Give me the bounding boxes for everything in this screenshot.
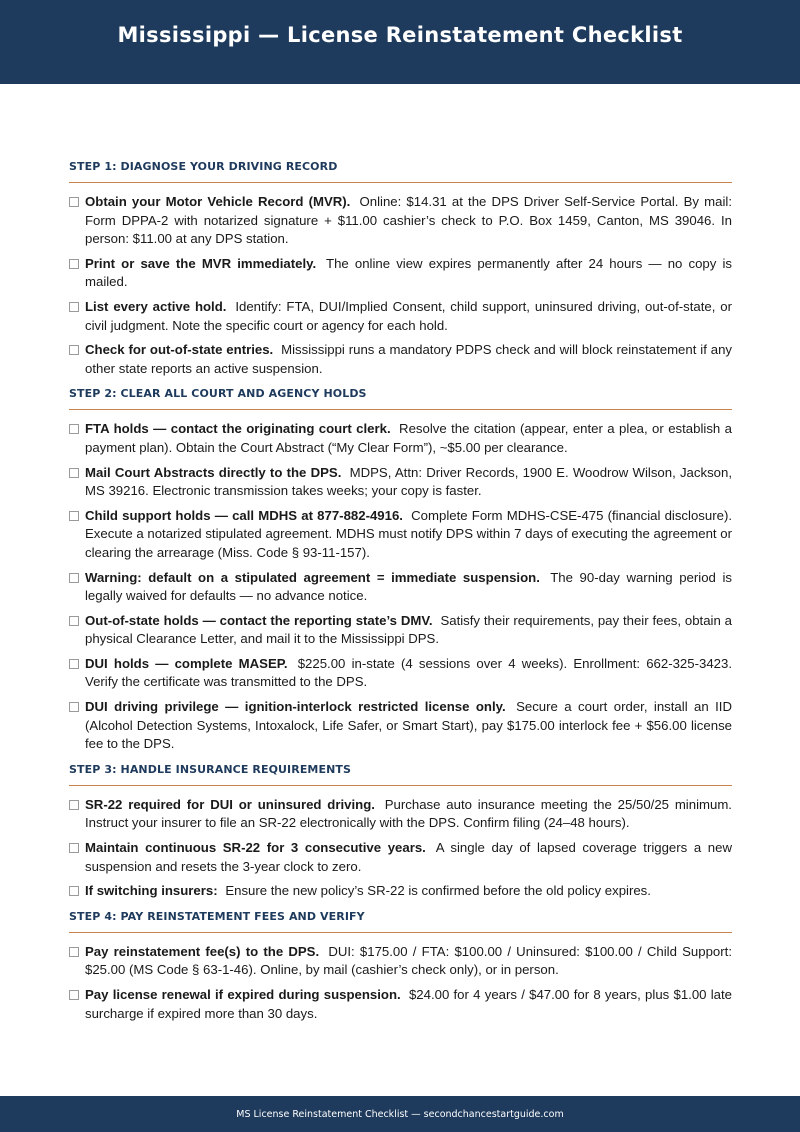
item-lead: Pay license renewal if expired during suspension. [85, 987, 401, 1002]
checklist-item [69, 298, 732, 335]
checklist-item [69, 698, 732, 754]
step-section-2 [69, 387, 732, 754]
item-text: Satisfy their requirements, pay their fees, obtain a physical Clearance Letter, and mail it to the Mississippi DPS. [85, 612, 732, 647]
checklist-item [69, 507, 732, 563]
checklist-item [69, 839, 732, 876]
checkbox-icon[interactable] [69, 616, 79, 626]
checkbox-icon[interactable] [69, 259, 79, 269]
checkbox-icon[interactable] [69, 990, 79, 1000]
checklist-item [69, 255, 732, 292]
step-section-4 [69, 910, 732, 1023]
item-lead: List every active hold. [85, 298, 227, 314]
item-text: A single day of lapsed coverage triggers a new suspension and resets the 3-year clock to zero. [85, 840, 732, 874]
checkbox-icon[interactable] [69, 511, 79, 521]
step-title: STEP 3: HANDLE INSURANCE REQUIREMENTS [69, 763, 732, 786]
checkbox-icon[interactable] [69, 886, 79, 896]
item-text: The 90-day warning period is legally waived for defaults — no advance notice. [85, 569, 732, 604]
item-text: Mississippi runs a mandatory PDPS check and will block reinstatement if any other state reports an active suspension. [85, 342, 732, 376]
page-title: Mississippi — License Reinstatement Checklist [117, 23, 683, 47]
item-text: Secure a court order, install an IID (Alcohol Detection Systems, Intoxalock, Life Safer, or Smart Start), pay $175.00 interlock fee + $56.00 license fee to the DPS. [85, 699, 732, 752]
page-header [0, 0, 800, 84]
checkbox-icon[interactable] [69, 659, 79, 669]
step-title: STEP 4: PAY REINSTATEMENT FEES AND VERIFY [69, 910, 732, 933]
item-text: MDPS, Attn: Driver Records, 1900 E. Woodrow Wilson, Jackson, MS 39216. Electronic transmission takes weeks; your copy is faster. [85, 464, 733, 499]
checklist-item [69, 882, 732, 901]
checkbox-icon[interactable] [69, 843, 79, 853]
item-text: Online: $14.31 at the DPS Driver Self-Service Portal. By mail: Form DPPA-2 with notarized signature + $11.00 cashier’s check to P.O. Box 1459, Canton, MS 39046. In person: $11.00 at any DPS station. [85, 194, 732, 247]
checklist-item [69, 464, 732, 501]
item-text: $225.00 in-state (4 sessions over 4 weeks). Enrollment: 662-325-3423. Verify the certificate was transmitted to the DPS. [85, 655, 732, 690]
item-lead: Check for out-of-state entries. [85, 342, 274, 358]
checklist-item [69, 420, 732, 457]
checkbox-icon[interactable] [69, 800, 79, 810]
checklist-item [69, 796, 732, 833]
item-lead: SR-22 required for DUI or uninsured driving. [85, 796, 375, 812]
item-text: Ensure the new policy’s SR-22 is confirmed before the old policy expires. [225, 883, 651, 899]
step-title: STEP 1: DIAGNOSE YOUR DRIVING RECORD [69, 160, 732, 183]
checklist-item [69, 341, 732, 378]
checkbox-icon[interactable] [69, 947, 79, 957]
checkbox-icon[interactable] [69, 468, 79, 478]
checkbox-icon[interactable] [69, 345, 79, 355]
step-section-3 [69, 763, 732, 901]
checklist-item [69, 193, 732, 249]
item-text: DUI: $175.00 / FTA: $100.00 / Uninsured: $100.00 / Child Support: $25.00 (MS Code § 63-1-46). Online, by mail (cashier’s check only), or in person. [85, 943, 732, 978]
item-text: Resolve the citation (appear, enter a plea, or establish a payment plan). Obtain the Court Abstract (“My Clear Form”), ~$5.00 per clearance. [85, 421, 732, 455]
item-lead: Out-of-state holds — contact the reporting state’s DMV. [85, 612, 433, 628]
item-lead: FTA holds — contact the originating court clerk. [85, 421, 391, 437]
item-lead: Pay reinstatement fee(s) to the DPS. [85, 943, 320, 959]
item-lead: Maintain continuous SR-22 for 3 consecutive years. [85, 840, 426, 856]
item-lead: Mail Court Abstracts directly to the DPS. [85, 464, 342, 480]
item-lead: If switching insurers: [85, 883, 218, 899]
item-lead: DUI driving privilege — ignition-interlock restricted license only. [85, 699, 506, 715]
item-text: Purchase auto insurance meeting the 25/50/25 minimum. Instruct your insurer to file an SR-22 electronically with the DPS. Confirm filing (24–48 hours). [85, 796, 732, 831]
item-text: The online view expires permanently after 24 hours — no copy is mailed. [85, 255, 732, 290]
page-footer [0, 1096, 800, 1132]
checkbox-icon[interactable] [69, 302, 79, 312]
checkbox-icon[interactable] [69, 424, 79, 434]
checklist-content [69, 160, 732, 1032]
item-lead: Print or save the MVR immediately. [85, 255, 317, 271]
item-lead: Obtain your Motor Vehicle Record (MVR). [85, 194, 351, 209]
checklist-item [69, 569, 732, 606]
checkbox-icon[interactable] [69, 197, 79, 207]
step-title: STEP 2: CLEAR ALL COURT AND AGENCY HOLDS [69, 387, 732, 410]
item-lead: DUI holds — complete MASEP. [85, 655, 288, 671]
item-lead: Warning: default on a stipulated agreement = immediate suspension. [85, 569, 540, 585]
item-text: Complete Form MDHS-CSE-475 (financial disclosure). Execute a notarized stipulated agreement. MDHS must notify DPS within 7 days of executing the agreement or clearing the arrearage (Miss. Code § 93-11-157). [85, 507, 732, 560]
checklist-item [69, 943, 732, 980]
checkbox-icon[interactable] [69, 573, 79, 583]
item-text: Identify: FTA, DUI/Implied Consent, child support, uninsured driving, out-of-state, or civil judgment. Note the specific court or agency for each hold. [85, 298, 733, 333]
step-section-1 [69, 160, 732, 378]
item-lead: Child support holds — call MDHS at 877-882-4916. [85, 507, 403, 523]
footer-text: MS License Reinstatement Checklist — secondchancestartguide.com [236, 1108, 564, 1120]
checkbox-icon[interactable] [69, 702, 79, 712]
checklist-item [69, 986, 732, 1023]
checklist-item [69, 655, 732, 692]
item-text: $24.00 for 4 years / $47.00 for 8 years, plus $1.00 late surcharge if expired more than 30 days. [85, 987, 732, 1021]
checklist-item [69, 612, 732, 649]
